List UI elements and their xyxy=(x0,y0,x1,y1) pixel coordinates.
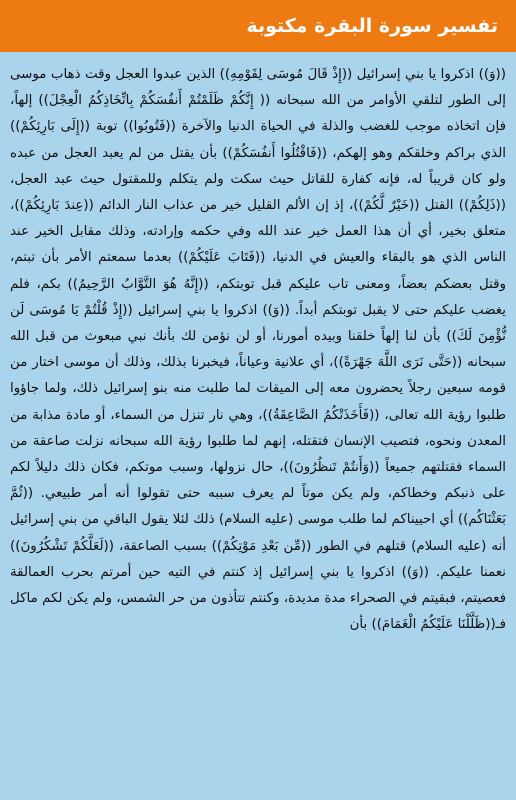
page-title: تفسير سورة البقرة مكتوبة xyxy=(246,15,498,37)
tafsir-text: ((وَ)) اذكروا يا بني إسرائيل ((إِذْ قَالَ مُوسَى لِقَوْمِهِ)) الذين عبدوا العجل وقت ذهاب موسى إلى الطور لتلقي الأوامر من الله سبحانه (( إِنَّكُمْ ظَلَمْتُمْ أَنفُسَكُمْ بِاتِّخَاذِكُمُ الْعِجْلَ)) إلهاً، فإن اتخاذه موجب للغضب والذلة في الحياة الدنيا والآخرة ((فَتُوبُوا)) توبة ((إِلَى بَارِئِكُمْ)) الذي براكم وخلقكم وهو إلهكم، ((فَاقْتُلُوا أَنفُسَكُمْ)) بأن يقتل من لم يعبد العجل من عبده ولو كان قريباً له، فإنه كفارة للقاتل حيث سكت ولم يتكلم وللمقتول حيث عبد العجل، ((ذَلِكُمْ)) القتل ((خَيْرٌ لَّكُمْ))، إذ إن الألم القليل خير من عذاب النار الدائم ((عِندَ بَارِئِكُمْ))، متعلق بخير، أي أن هذا العمل خير عند الله وفي حكمه وإرادته، وذلك مقابل الخير عند الناس الذي هو بالبقاء والعيش في الدنيا، ((فَتَابَ عَلَيْكُمْ)) بعدما سمعتم الأمر بأن تبتم، وقتل بعضكم بعضاً، ومعنى تاب عليكم قبل توبتكم، ((إِنَّهُ هُوَ التَّوَّابُ الرَّحِيمُ)) بكم، فلم يغضب عليكم حتى لا يقبل توبتكم أبداً. ((وَ)) اذكروا يا بني إسرائيل ((إِذْ قُلْتُمْ يَا مُوسَى لَن نُّؤْمِنَ لَكَ)) بأن لنا إلهاً خلقنا وبيده أمورنا، أو لن نؤمن لك بأنك نبي مبعوث من قبل الله سبحانه ((حَتَّى نَرَى اللَّهَ جَهْرَةً))، أي علانية وعياناً، فيخبرنا بذلك، وذلك أن موسى اختار من قومه سبعين رجلاً يحضرون معه إلى الميقات لما طلبت منه بنو إسرائيل ذلك، ولما جاؤوا طلبوا رؤية الله تعالى، ((فَأَخَذَتْكُمُ الصَّاعِقَةُ))، وهي نار تنزل من السماء، أو مادة مذابة من المعدن ونحوه، فتصيب الإنسان فتقتله، إنهم لما طلبوا رؤية الله سبحانه نزلت صاعقة من السماء فقتلتهم جميعاً ((وَأَنتُمْ تَنظُرُونَ))، حال نزولها، وسبب موتكم، فكان ذلك دليلاً لكم على ذنبكم وخطاكم، ولم يكن موتاً لم يعرف سببه حتى تقولوا أنه أمر طبيعي. ((ثُمَّ بَعَثْنَاكُم)) أي احييناكم لما طلب موسى (عليه السلام) ذلك لئلا يقول الباقي من بني إسرائيل أنه (عليه السلام) قتلهم في الطور ((مِّن بَعْدِ مَوْتِكُمْ)) بسبب الصاعقة، ((لَعَلَّكُمْ تَشْكُرُونَ)) نعمنا عليكم. ((وَ)) اذكروا يا بني إسرائيل إذ كنتم في التيه حين أمرتم بحرب العمالقة فعصيتم، فبقيتم في الصحراء مدة مديدة، وكنتم تتأذون من حر الشمس، ولم يكن لكم ماكل فـ((ظَلَّلْنَا عَلَيْكُمُ الْغَمَامَ)) بأن xyxy=(10,67,506,633)
app-header xyxy=(0,0,516,52)
tafsir-content[interactable] xyxy=(0,52,516,800)
